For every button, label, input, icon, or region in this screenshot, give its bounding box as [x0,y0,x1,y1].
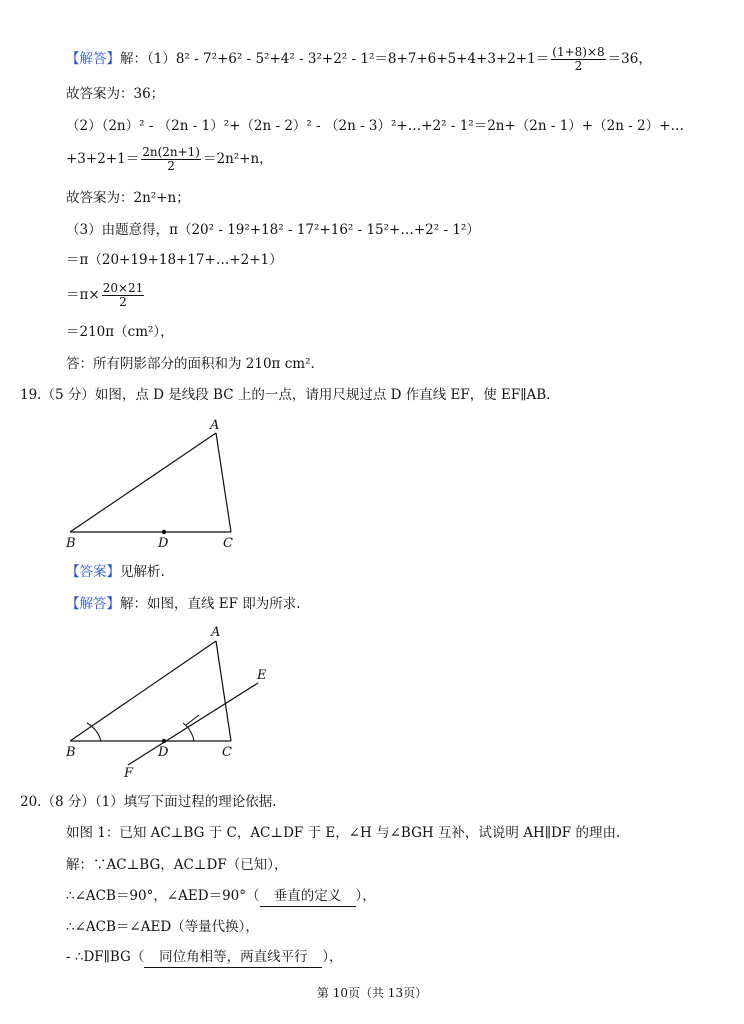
fraction: $\frac{20\times 21}{2}$ [102,281,144,309]
s20-line-5: - ∴DF∥BG（ 同位角相等，两直线平行 ）， [66,947,343,968]
s18-line-2: 故答案为：36； [66,86,165,102]
s18-line-1: 【解答】解：（1）8² - 7²+6² - 5²+4² - 3²+2² - 1²＝8+7+6+5+4+3+2+1＝ $\frac{(1+8)\times 8}{2}$ ＝36， [66,45,652,73]
fig2-label-d: D [158,745,169,760]
fig1-label-b: B [66,536,76,551]
s19-answer: 【答案】见解析. [66,564,165,580]
s18-line-9: ＝210π（cm²）， [66,324,174,340]
fig1-label-d: D [158,536,169,551]
answer-tag: 【答案】 [66,564,120,580]
fig2-label-c: C [222,745,232,760]
fig2-label-e: E [257,668,267,683]
answer-tag: 【解答】 [66,596,120,612]
fig2-label-b: B [66,745,76,760]
fraction: $\frac{2n(2n+1)}{2}$ [142,145,200,173]
s20-line-4: ∴∠ACB＝∠AED（等量代换）， [66,919,259,935]
s20-line-2: 解：∵AC⊥BG，AC⊥DF（已知）， [66,857,288,873]
page-footer: 第 10页（共 13页） [316,986,428,1000]
fig2-label-a: A [211,625,221,640]
fig1-label-a: A [210,418,220,433]
fill-blank: 垂直的定义 [260,886,356,907]
s19-solution: 【解答】解：如图，直线 EF 即为所求. [66,596,301,612]
fill-blank: 同位角相等，两直线平行 [144,947,322,968]
s20-line-3: ∴∠ACB＝90°，∠AED＝90°（ 垂直的定义 ）， [66,886,376,907]
s20-line-1: 如图 1：已知 AC⊥BG 于 C，AC⊥DF 于 E，∠H 与∠BGH 互补，试说明 AH∥DF 的理由. [66,825,621,841]
s18-line-4: +3+2+1＝ $\frac{2n(2n+1)}{2}$ ＝2n²+n， [66,145,273,173]
question-20: 20.（8 分）（1）填写下面过程的理论依据. [20,794,277,810]
answer-tag: 【解答】 [66,51,120,67]
question-19: 19.（5 分）如图，点 D 是线段 BC 上的一点，请用尺规过点 D 作直线 EF，使 EF∥AB. [20,387,551,403]
s18-line-6: （3）由题意得，π（20² - 19²+18² - 17²+16² - 15²+…+2² - 1²） [66,222,480,238]
s18-line-5: 故答案为：2n²+n； [66,190,190,206]
fraction: $\frac{(1+8)\times 8}{2}$ [552,45,605,73]
fig1-label-c: C [223,536,233,551]
s18-line-7: ＝π（20+19+18+17+…+2+1） [66,252,283,268]
s18-line-10: 答：所有阴影部分的面积和为 210π cm². [66,356,315,372]
s18-line-8: ＝π× $\frac{20\times 21}{2}$ [66,281,144,309]
fig2-label-f: F [124,766,134,781]
s18-line-3: （2）（2n）² - （2n - 1）²+（2n - 2）² - （2n - 3）²+…+2² - 1²＝2n+（2n - 1）+（2n - 2）+… [66,118,684,134]
